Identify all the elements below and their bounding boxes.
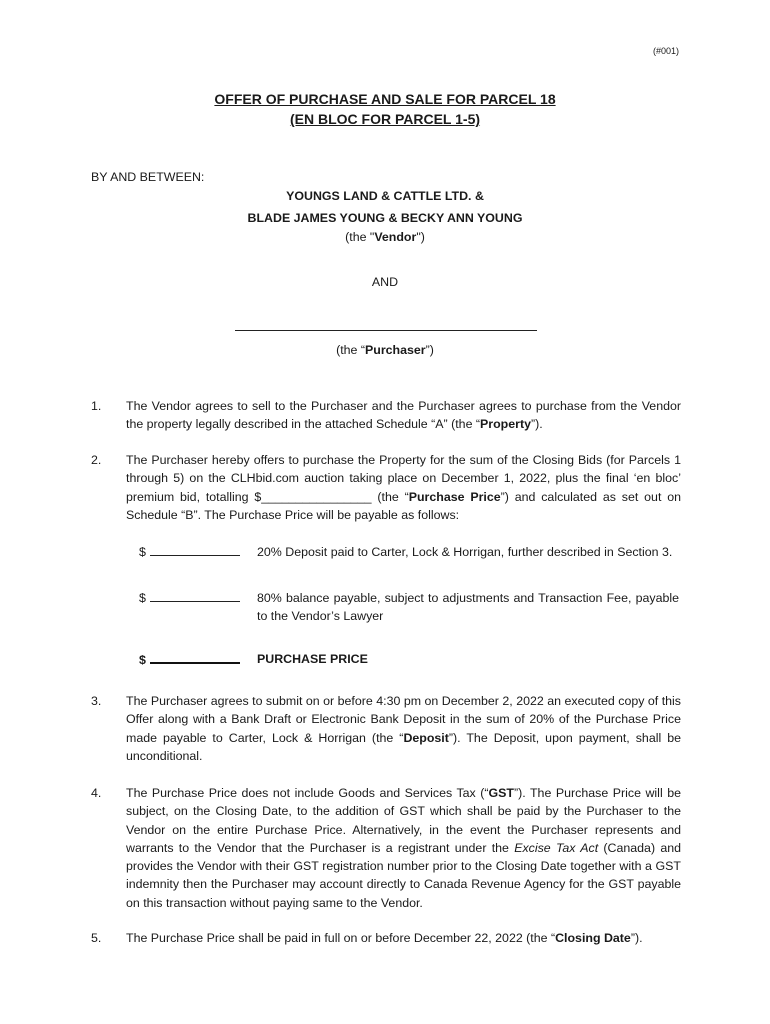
defined-term: GST (488, 786, 514, 800)
clause-number: 2. (91, 453, 102, 467)
defined-term: Closing Date (555, 931, 631, 945)
amount-field[interactable] (139, 650, 249, 669)
title-line-2: (EN BLOC FOR PARCEL 1-5) (289, 111, 481, 127)
payment-description: PURCHASE PRICE (257, 652, 368, 666)
title-line-1: OFFER OF PURCHASE AND SALE FOR PARCEL 18 (214, 91, 556, 107)
defined-term: Deposit (403, 730, 449, 745)
purchaser-def-post: ”) (425, 343, 434, 357)
vendor-party-2: BLADE JAMES YOUNG & BECKY ANN YOUNG (247, 211, 523, 225)
page-title (0, 89, 770, 129)
clause-text (126, 397, 681, 434)
clause-text-part: The Purchase Price does not include Goods and Services Tax (“ (126, 786, 489, 800)
clause-2 (91, 451, 681, 524)
amount-field[interactable] (139, 543, 249, 561)
vendor-party-1: YOUNGS LAND & CATTLE LTD. & (286, 189, 484, 203)
purchaser-def-term: Purchaser (365, 343, 426, 357)
amount-blank[interactable] (150, 589, 240, 602)
clause-text (126, 929, 681, 947)
payment-description: 80% balance payable, subject to adjustments and Transaction Fee, payable to the Vendor’s Lawyer (257, 591, 679, 624)
by-and-between-label: BY AND BETWEEN: (91, 170, 205, 184)
purchaser-def-pre: (the “ (336, 343, 366, 357)
clause-text (126, 451, 681, 524)
and-separator: AND (371, 275, 399, 289)
clause-text-part: The Purchaser agrees to submit on or before 4:30 pm on December 2, 2022 an executed copy of this Offer along with a Bank Draft or Electronic Bank Deposit in the sum of 20% of the Purchase Price made payable to Carter, Lock & Horrigan (the “ (126, 694, 681, 745)
clause-number: 4. (91, 786, 102, 800)
clause-number: 5. (91, 931, 102, 945)
clause-number: 3. (91, 694, 102, 708)
clause-text (126, 784, 681, 912)
clause-text-part: ”) and calculated as set out on Schedule “B”. The Purchase Price will be payable as follows: (126, 489, 682, 522)
clause-text-part: ”). The Deposit, upon payment, shall be unconditional. (126, 730, 682, 763)
amount-field[interactable] (139, 589, 249, 607)
payment-description: 20% Deposit paid to Carter, Lock & Horrigan, further described in Section 3. (257, 545, 673, 559)
clause-1 (91, 397, 681, 434)
clause-text-part: ”). The Purchase Price will be subject, on the Closing Date, to the addition of GST which shall be paid by the Purchaser to the Vendor on the entire Purchase Price. Alternatively, in the event the Purchaser represents and warrants to the Vendor that the Purchaser is a registrant under the (126, 786, 681, 855)
clause-3 (91, 692, 681, 765)
vendor-definition (0, 230, 770, 244)
currency-symbol: $ (139, 591, 146, 605)
clause-text-part: The Purchaser hereby offers to purchase the Property for the sum of the Closing Bids (for Parcels 1 through 5) on the CLHbid.com auction taking place on December 1, 2022, plus the final ‘en bloc’ premium bid, totalling $________________ (the “ (126, 453, 681, 504)
statute-name: Excise Tax Act (514, 840, 599, 855)
clause-text-part: ”). (630, 931, 643, 945)
clause-text-part: The Vendor agrees to sell to the Purchaser and the Purchaser agrees to purchase from the Vendor the property legally described in the attached Schedule “A” (the “ (126, 399, 681, 432)
payment-row-deposit (139, 543, 679, 561)
purchaser-definition (0, 343, 770, 357)
clause-text (126, 692, 681, 765)
clause-text-part: ”). (531, 417, 543, 432)
clause-5 (91, 929, 681, 947)
amount-blank[interactable] (150, 650, 240, 664)
document-id: (#001) (652, 46, 679, 56)
defined-term: Purchase Price (408, 489, 501, 504)
currency-symbol: $ (139, 545, 146, 559)
vendor-def-post: ") (416, 230, 425, 244)
clause-text-part: The Purchase Price shall be paid in full on or before December 22, 2022 (the “ (126, 931, 556, 945)
clause-4 (91, 784, 681, 912)
payment-row-balance (139, 589, 679, 626)
clause-text-part: (Canada) and provides the Vendor with their GST registration number prior to the Closing Date together with a GST indemnity then the Purchaser may account directly to Canada Revenue Agency for the GST payable on this transaction without paying same to the Vendor. (126, 840, 681, 910)
vendor-def-pre: (the " (345, 230, 375, 244)
defined-term: Property (480, 417, 531, 432)
amount-blank[interactable] (150, 543, 240, 556)
clause-number: 1. (91, 399, 102, 413)
payment-row-total (139, 650, 679, 668)
purchaser-name-blank[interactable] (235, 330, 537, 331)
vendor-def-term: Vendor (374, 230, 417, 244)
currency-symbol: $ (139, 653, 146, 667)
